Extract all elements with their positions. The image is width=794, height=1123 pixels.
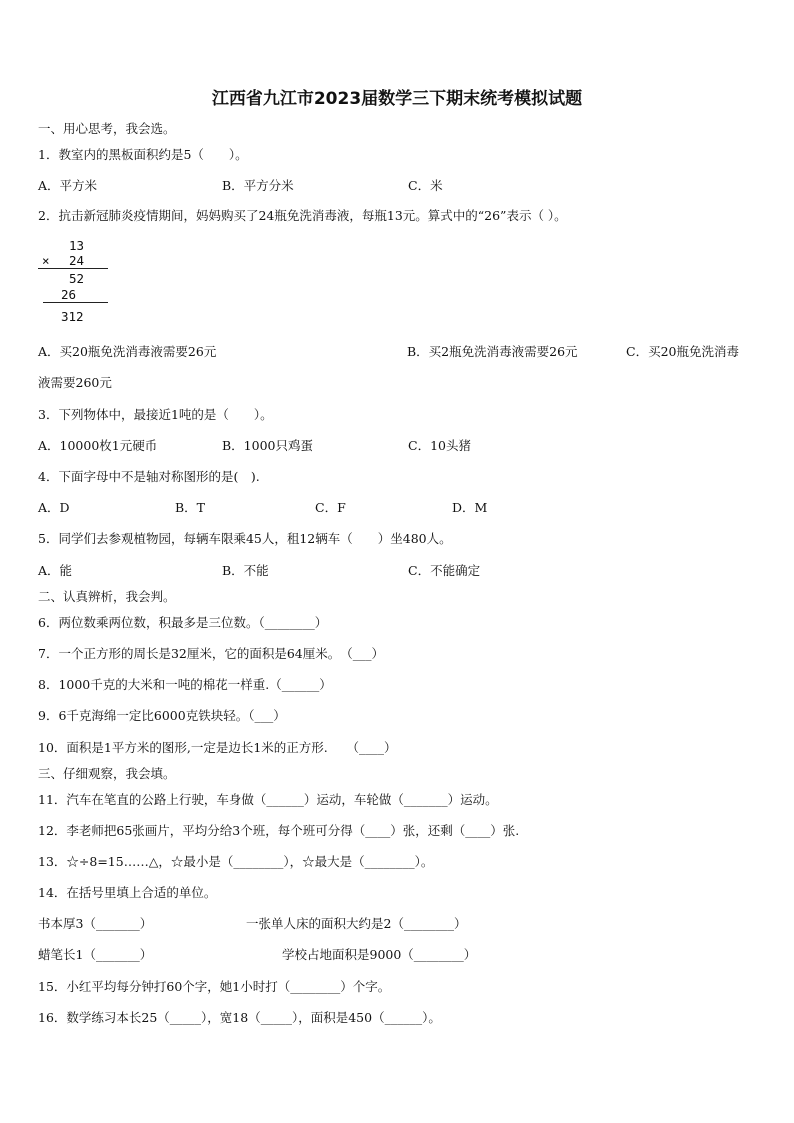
calc-line-1 <box>38 268 108 269</box>
question-13: 13．☆÷8=15……△，☆最小是（________），☆最大是（________）。 <box>38 854 434 869</box>
question-4-option-c: C．F <box>315 500 346 515</box>
question-4-option-b: B．T <box>175 500 206 515</box>
question-2-stem: 2．抗击新冠肺炎疫情期间，妈妈购买了24瓶免洗消毒液，每瓶13元。算式中的“26”表示（ ）。 <box>38 208 567 223</box>
section-heading-2: 二、认真辨析，我会判。 <box>38 589 176 604</box>
question-16: 16．数学练习本长25（_____），宽18（_____），面积是450（______）。 <box>38 1010 441 1025</box>
multiplier: 24 <box>69 253 85 268</box>
question-6: 6．两位数乘两位数，积最多是三位数。（________） <box>38 615 328 630</box>
section-heading-1: 一、用心思考，我会选。 <box>38 121 176 136</box>
question-5-stem: 5．同学们去参观植物园，每辆车限乘45人，租12辆车（ ）坐480人。 <box>38 531 452 546</box>
question-10: 10．面积是1平方米的图形,一定是边长1米的正方形. （____） <box>38 740 397 755</box>
question-9: 9．6千克海绵一定比6000克铁块轻。（___） <box>38 708 286 723</box>
question-14-stem: 14．在括号里填上合适的单位。 <box>38 885 217 900</box>
partial-product-1: 52 <box>69 271 85 286</box>
vertical-multiplication <box>38 238 110 330</box>
calc-line-2 <box>43 302 108 303</box>
question-12: 12．李老师把65张画片，平均分给3个班，每个班可分得（____）张，还剩（____）张. <box>38 823 520 838</box>
question-2-option-c: C．买20瓶免洗消毒 <box>626 344 739 359</box>
question-4-stem: 4．下面字母中不是轴对称图形的是( ). <box>38 469 260 484</box>
multiplicand: 13 <box>69 238 85 253</box>
question-2-option-a: A．买20瓶免洗消毒液需要26元 <box>38 344 217 359</box>
product-result: 312 <box>61 309 84 324</box>
question-14-item-3: 蜡笔长1（_______） <box>38 947 153 962</box>
question-14-item-1: 书本厚3（_______） <box>38 916 153 931</box>
question-5-option-b: B．不能 <box>222 563 269 578</box>
section-heading-3: 三、仔细观察，我会填。 <box>38 766 176 781</box>
question-3-option-c: C．10头猪 <box>408 438 471 453</box>
question-1-option-b: B．平方分米 <box>222 178 294 193</box>
question-8: 8．1000千克的大米和一吨的棉花一样重.（______） <box>38 677 332 692</box>
question-14-item-4: 学校占地面积是9000（________） <box>282 947 477 962</box>
question-15: 15．小红平均每分钟打60个字，她1小时打（________）个字。 <box>38 979 391 994</box>
question-3-option-a: A．10000枚1元硬币 <box>38 438 158 453</box>
times-sign: × <box>42 253 50 268</box>
question-2-option-b: B．买2瓶免洗消毒液需要26元 <box>407 344 578 359</box>
question-1-option-a: A．平方米 <box>38 178 98 193</box>
question-5-option-a: A．能 <box>38 563 73 578</box>
question-5-option-c: C．不能确定 <box>408 563 481 578</box>
question-3-option-b: B．1000只鸡蛋 <box>222 438 313 453</box>
partial-product-2: 26 <box>61 287 77 302</box>
question-3-stem: 3．下列物体中，最接近1吨的是（ ）。 <box>38 407 273 422</box>
question-1-stem: 1．教室内的黑板面积约是5（ ）。 <box>38 147 248 162</box>
page-title: 江西省九江市2023届数学三下期末统考模拟试题 <box>211 89 583 109</box>
question-4-option-a: A．D <box>38 500 70 515</box>
question-4-option-d: D．M <box>452 500 488 515</box>
question-14-item-2: 一张单人床的面积大约是2（________） <box>246 916 467 931</box>
question-1-option-c: C．米 <box>408 178 443 193</box>
question-7: 7．一个正方形的周长是32厘米，它的面积是64厘米。 （___） <box>38 646 385 661</box>
question-2-option-c-continued: 液需要260元 <box>38 375 112 390</box>
question-11: 11．汽车在笔直的公路上行驶，车身做（______）运动，车轮做（_______）运动。 <box>38 792 498 807</box>
